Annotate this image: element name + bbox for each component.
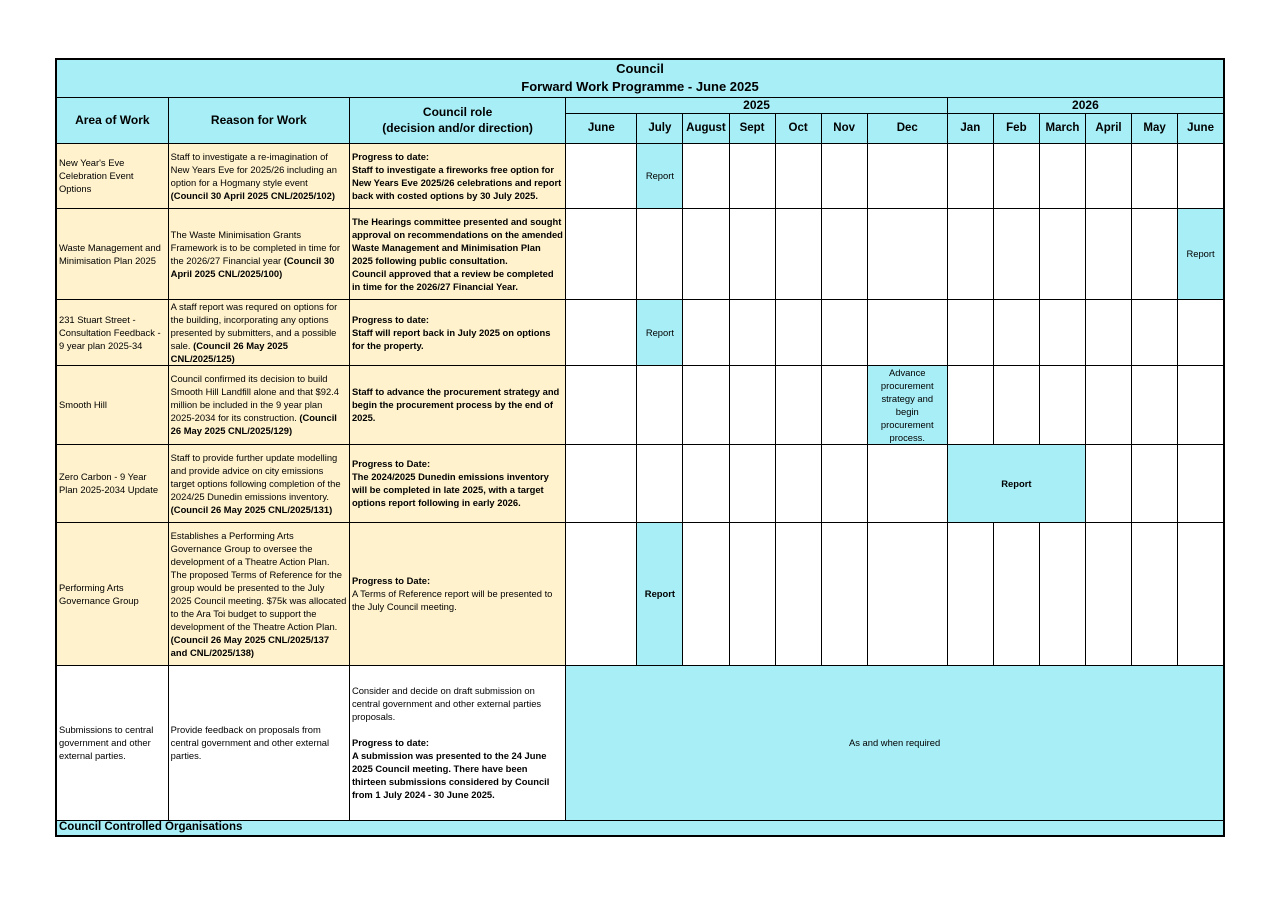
month-cell — [1085, 299, 1131, 365]
role-cell — [349, 522, 565, 665]
month-header: Oct — [775, 113, 821, 143]
month-cell — [637, 444, 683, 522]
month-cell — [821, 444, 867, 522]
reason-reference: (Council 26 May 2025 CNL/2025/137 and CNL/2025/138) — [170, 633, 330, 658]
role-text: A Terms of Reference report will be presented to the July Council meeting. — [351, 588, 553, 612]
reason-text: Staff to provide further update modelling and provide advice on city emissions target options following completion of the 2024/25 Dunedin emissions inventory. — [170, 451, 341, 502]
reason-cell — [168, 365, 349, 444]
header-reason: Reason for Work — [168, 97, 349, 143]
month-cell — [683, 299, 729, 365]
reason-text: Staff to investigate a re-imagination of New Years Eve for 2025/26 including an option for a Hogmany style event — [170, 150, 337, 188]
month-cell — [821, 522, 867, 665]
role-text: A submission was presented to the 24 June 2025 Council meeting. There have been thirteen submissions considered by Council from 1 July 2024 - 30 June 2025. — [351, 750, 550, 800]
month-cell — [867, 143, 947, 208]
role-cell — [349, 143, 565, 208]
month-header: Jan — [947, 113, 993, 143]
reason-cell — [168, 208, 349, 299]
month-cell — [775, 522, 821, 665]
month-header: March — [1039, 113, 1085, 143]
schedule-cell: Advance procurement strategy and begin procurement process. — [867, 365, 947, 444]
month-cell — [775, 444, 821, 522]
month-header: April — [1085, 113, 1131, 143]
month-cell — [637, 208, 683, 299]
reason-reference: (Council 26 May 2025 CNL/2025/125) — [170, 339, 288, 364]
month-cell — [993, 365, 1039, 444]
month-cell — [1039, 299, 1085, 365]
header-role-line2: (decision and/or direction) — [382, 121, 533, 135]
role-cell — [349, 299, 565, 365]
role-text: Staff to investigate a fireworks free option for New Years Eve 2025/26 celebrations and report back with costed options by 30 July 2025. — [351, 163, 562, 201]
month-cell — [1178, 143, 1224, 208]
month-cell — [867, 208, 947, 299]
month-cell — [729, 522, 775, 665]
month-header: Sept — [729, 113, 775, 143]
month-cell — [637, 365, 683, 444]
month-header: June — [566, 113, 637, 143]
page-title — [56, 59, 1224, 97]
month-header: August — [683, 113, 729, 143]
header-role — [349, 97, 565, 143]
role-text: The 2024/2025 Dunedin emissions inventory will be completed in late 2025, with a target options report following in early 2026. — [351, 471, 549, 508]
role-cell — [349, 208, 565, 299]
reason-cell — [168, 299, 349, 365]
role-heading: Progress to date: — [351, 313, 430, 325]
reason-reference: (Council 30 April 2025 CNL/2025/102) — [170, 189, 335, 201]
month-cell — [947, 365, 993, 444]
role-heading: Progress to Date: — [351, 458, 431, 469]
month-header: May — [1132, 113, 1178, 143]
section-heading: Council Controlled Organisations — [56, 820, 1224, 836]
month-cell — [729, 208, 775, 299]
role-heading: Progress to date: — [351, 737, 430, 748]
reason-reference: (Council 30 April 2025 CNL/2025/100) — [170, 254, 335, 279]
month-cell — [1132, 299, 1178, 365]
month-cell — [775, 365, 821, 444]
title-line2: Forward Work Programme - June 2025 — [521, 79, 759, 95]
month-cell — [821, 208, 867, 299]
area-cell: Performing Arts Governance Group — [56, 522, 168, 665]
reason-text: Council confirmed its decision to build Smooth Hill Landfill alone and that $92.4 million be included in the 9 year plan 2025-2034 for its construction. — [170, 373, 340, 423]
month-cell — [993, 299, 1039, 365]
schedule-cell: As and when required — [566, 665, 1224, 820]
month-header: Nov — [821, 113, 867, 143]
role-text: Staff will report back in July 2025 on options for the property. — [351, 326, 551, 351]
month-cell — [947, 208, 993, 299]
schedule-cell: Report — [1178, 208, 1224, 299]
month-cell — [683, 365, 729, 444]
table-row — [56, 299, 1224, 365]
month-cell — [867, 444, 947, 522]
area-cell: New Year's Eve Celebration Event Options — [56, 143, 168, 208]
month-cell — [775, 208, 821, 299]
month-cell — [1039, 143, 1085, 208]
role-text: Staff to advance the procurement strategy and begin the procurement process by the end of 2025. — [351, 386, 560, 423]
month-cell — [993, 208, 1039, 299]
month-cell — [1178, 365, 1224, 444]
month-cell — [1132, 143, 1178, 208]
role-heading: Progress to date: — [351, 150, 430, 162]
month-header: June — [1178, 113, 1224, 143]
month-cell — [683, 522, 729, 665]
month-cell — [683, 444, 729, 522]
month-cell — [729, 299, 775, 365]
month-cell — [1132, 365, 1178, 444]
month-cell — [729, 143, 775, 208]
role-cell — [349, 665, 565, 820]
role-heading: Progress to Date: — [351, 575, 431, 586]
month-cell — [566, 365, 637, 444]
month-cell — [1178, 299, 1224, 365]
month-cell — [1085, 522, 1131, 665]
reason-cell: Provide feedback on proposals from central government and other external parties. — [168, 665, 349, 820]
header-role-line1: Council role — [422, 105, 493, 119]
role-intro: Consider and decide on draft submission on central government and other external parties proposals. — [351, 685, 542, 722]
month-cell — [1085, 365, 1131, 444]
month-cell — [1039, 208, 1085, 299]
schedule-cell: Report — [637, 522, 683, 665]
month-cell — [821, 143, 867, 208]
month-cell — [1039, 365, 1085, 444]
month-header: Dec — [867, 113, 947, 143]
area-cell: Waste Management and Minimisation Plan 2025 — [56, 208, 168, 299]
month-cell — [947, 143, 993, 208]
area-cell: Smooth Hill — [56, 365, 168, 444]
month-cell — [1085, 208, 1131, 299]
month-cell — [947, 299, 993, 365]
month-header: Feb — [993, 113, 1039, 143]
header-area: Area of Work — [56, 97, 168, 143]
month-cell — [821, 299, 867, 365]
role-text-2: Council approved that a review be completed in time for the 2026/27 Financial Year. — [351, 267, 554, 292]
header-year-2025: 2025 — [566, 97, 948, 113]
month-cell — [1132, 208, 1178, 299]
reason-cell — [168, 522, 349, 665]
month-cell — [821, 365, 867, 444]
role-text: The Hearings committee presented and sought approval on recommendations on the amended Waste Management and Minimisation Plan 2025 following public consultation. — [351, 215, 563, 266]
title-line1: Council — [616, 61, 664, 77]
header-year-2026: 2026 — [947, 97, 1224, 113]
month-cell — [775, 299, 821, 365]
month-cell — [566, 143, 637, 208]
month-cell — [1085, 444, 1131, 522]
table-row — [56, 444, 1224, 522]
month-cell — [1039, 522, 1085, 665]
month-cell — [1132, 522, 1178, 665]
schedule-cell: Report — [947, 444, 1085, 522]
reason-cell — [168, 444, 349, 522]
table-row — [56, 143, 1224, 208]
reason-cell — [168, 143, 349, 208]
month-cell — [566, 444, 637, 522]
month-cell — [867, 299, 947, 365]
month-cell — [683, 143, 729, 208]
month-cell — [566, 522, 637, 665]
reason-reference: (Council 26 May 2025 CNL/2025/131) — [170, 503, 333, 515]
month-cell — [1132, 444, 1178, 522]
area-cell: Submissions to central government and other external parties. — [56, 665, 168, 820]
month-cell — [775, 143, 821, 208]
forward-work-programme-table — [55, 58, 1225, 837]
month-cell — [729, 365, 775, 444]
month-cell — [993, 143, 1039, 208]
table-row — [56, 665, 1224, 820]
table-row — [56, 522, 1224, 665]
month-cell — [867, 522, 947, 665]
reason-text: A staff report was requred on options for the building, incorporating any options presented by submitters, and a possible sale. — [170, 300, 338, 351]
month-cell — [947, 522, 993, 665]
month-cell — [1085, 143, 1131, 208]
month-header: July — [637, 113, 683, 143]
reason-text: The Waste Minimisation Grants Framework is to be completed in time for the 2026/27 Financial year — [170, 228, 341, 266]
reason-text: Establishes a Performing Arts Governance Group to oversee the development of a Theatre Action Plan. The proposed Terms of Reference for the group would be presented to the July 2025 Council meeting. $75k was allocated to the Ara Toi budget to support the development of the Theatre Action Plan. — [170, 529, 347, 632]
role-cell — [349, 365, 565, 444]
area-cell: 231 Stuart Street - Consultation Feedback - 9 year plan 2025-34 — [56, 299, 168, 365]
month-cell — [566, 299, 637, 365]
month-cell — [729, 444, 775, 522]
month-cell — [683, 208, 729, 299]
reason-reference: (Council 26 May 2025 CNL/2025/129) — [170, 412, 337, 436]
table-row — [56, 208, 1224, 299]
schedule-cell: Report — [637, 299, 683, 365]
area-cell: Zero Carbon - 9 Year Plan 2025-2034 Update — [56, 444, 168, 522]
month-cell — [993, 522, 1039, 665]
role-cell — [349, 444, 565, 522]
month-cell — [566, 208, 637, 299]
month-cell — [1178, 522, 1224, 665]
month-cell — [1178, 444, 1224, 522]
table-row — [56, 365, 1224, 444]
schedule-cell: Report — [637, 143, 683, 208]
